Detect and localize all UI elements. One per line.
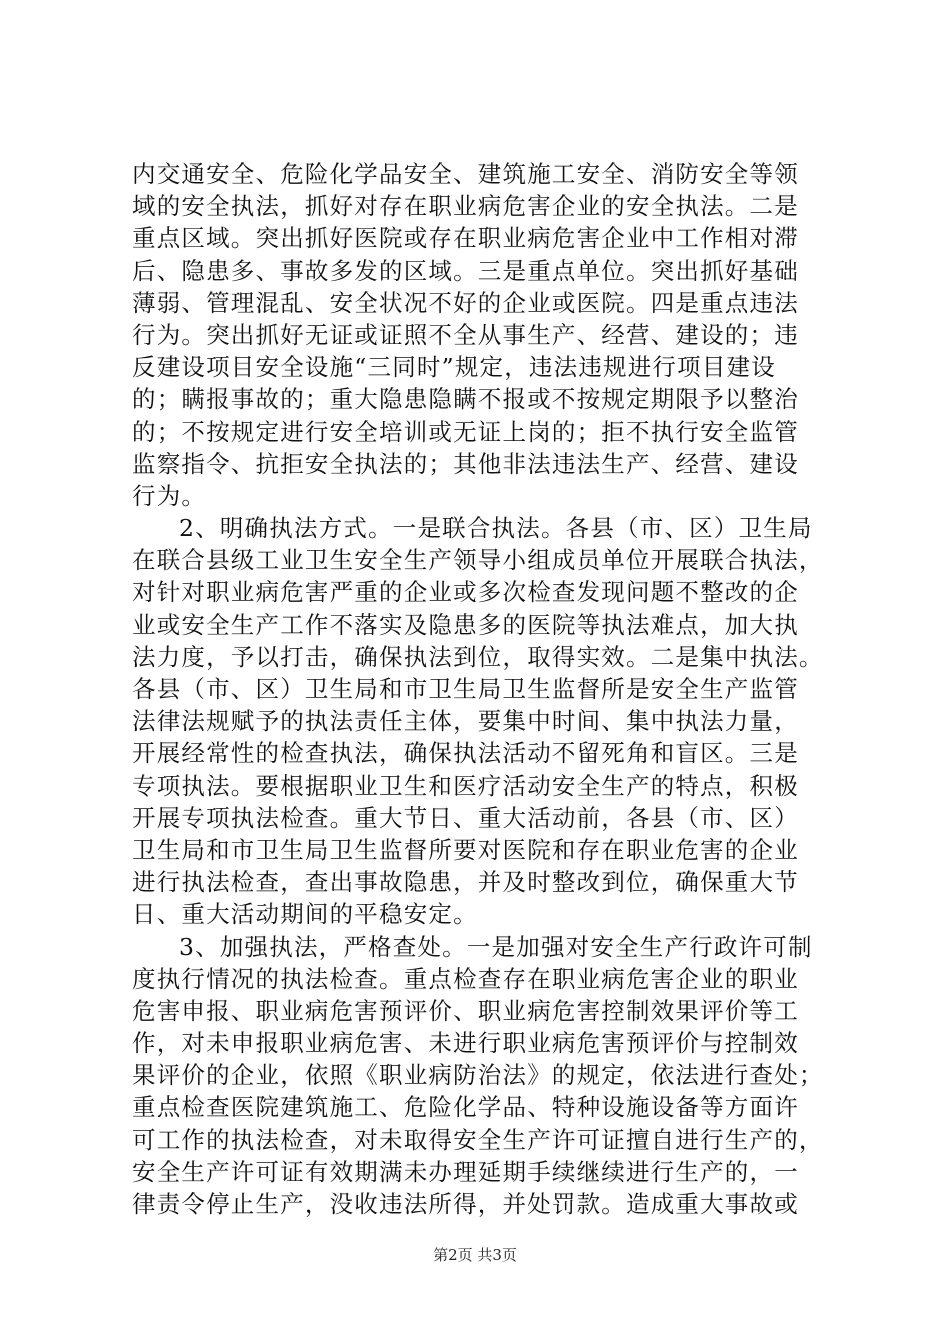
text-line: 后、隐患多、事故多发的区域。三是重点单位。突出抓好基础: [132, 256, 799, 285]
text-line: 的；瞒报事故的；重大隐患隐瞒不报或不按规定期限予以整治: [132, 385, 799, 414]
paragraph-start-line: 3、加强执法，严格查处。一是加强对安全生产行政许可制: [179, 932, 813, 961]
text-line: 律责令停止生产，没收违法所得，并处罚款。造成重大事故或: [132, 1190, 799, 1218]
text-line: 重点检查医院建筑施工、危险化学品、特种设施设备等方面许: [132, 1093, 799, 1122]
text-line: 安全生产许可证有效期满未办理延期手续继续进行生产的，一: [132, 1157, 799, 1186]
text-line: 果评价的企业，依照《职业病防治法》的规定，依法进行查处；: [132, 1061, 824, 1090]
text-line: 薄弱、管理混乱、安全状况不好的企业或医院。四是重点违法: [132, 288, 799, 317]
text-line: 在联合县级工业卫生安全生产领导小组成员单位开展联合执法，: [132, 546, 824, 575]
text-line: 法力度，予以打击，确保执法到位，取得实效。二是集中执法。: [132, 642, 824, 671]
text-line: 开展经常性的检查执法，确保执法活动不留死角和盲区。三是: [132, 739, 799, 768]
text-line: 业或安全生产工作不落实及隐患多的医院等执法难点，加大执: [132, 610, 799, 639]
paragraph-start-line: 2、明确执法方式。一是联合执法。各县（市、区）卫生局: [179, 514, 813, 543]
text-line: 专项执法。要根据职业卫生和医疗活动安全生产的特点，积极: [132, 771, 799, 800]
text-line: 对针对职业病危害严重的企业或多次检查发现问题不整改的企: [132, 578, 799, 607]
text-line: 开展专项执法检查。重大节日、重大活动前，各县（市、区）: [132, 803, 799, 832]
document-body: [132, 158, 850, 1220]
text-line: 域的安全执法，抓好对存在职业病危害企业的安全执法。二是: [132, 192, 799, 221]
text-line: 重点区域。突出抓好医院或存在职业病危害企业中工作相对滞: [132, 224, 799, 253]
text-line: 法律法规赋予的执法责任主体，要集中时间、集中执法力量，: [132, 707, 799, 736]
page-number: 第2页 共3页: [433, 1246, 517, 1264]
text-line: 危害申报、职业病危害预评价、职业病危害控制效果评价等工: [132, 996, 799, 1025]
text-line: 度执行情况的执法检查。重点检查存在职业病危害企业的职业: [132, 964, 799, 993]
text-line: 内交通安全、危险化学品安全、建筑施工安全、消防安全等领: [132, 160, 799, 188]
text-line: 日、重大活动期间的平稳安定。: [132, 900, 478, 929]
text-line: 监察指令、抗拒安全执法的；其他非法违法生产、经营、建设: [132, 449, 799, 478]
text-line: 的；不按规定进行安全培训或无证上岗的；拒不执行安全监管: [132, 417, 799, 446]
text-line: 进行执法检查，查出事故隐患，并及时整改到位，确保重大节: [132, 868, 799, 897]
text-line: 行为。: [132, 481, 207, 510]
text-line: 反建设项目安全设施“三同时”规定，违法违规进行项目建设: [132, 353, 776, 382]
text-line: 各县（市、区）卫生局和市卫生局卫生监督所是安全生产监管: [132, 675, 799, 703]
text-line: 可工作的执法检查，对未取得安全生产许可证擅自进行生产的，: [132, 1125, 824, 1154]
text-line: 作，对未申报职业病危害、未进行职业病危害预评价与控制效: [132, 1029, 799, 1058]
text-line: 行为。突出抓好无证或证照不全从事生产、经营、建设的；违: [132, 320, 799, 349]
page-footer: [0, 1245, 950, 1265]
text-line: 卫生局和市卫生局卫生监督所要对医院和存在职业危害的企业: [132, 835, 799, 864]
